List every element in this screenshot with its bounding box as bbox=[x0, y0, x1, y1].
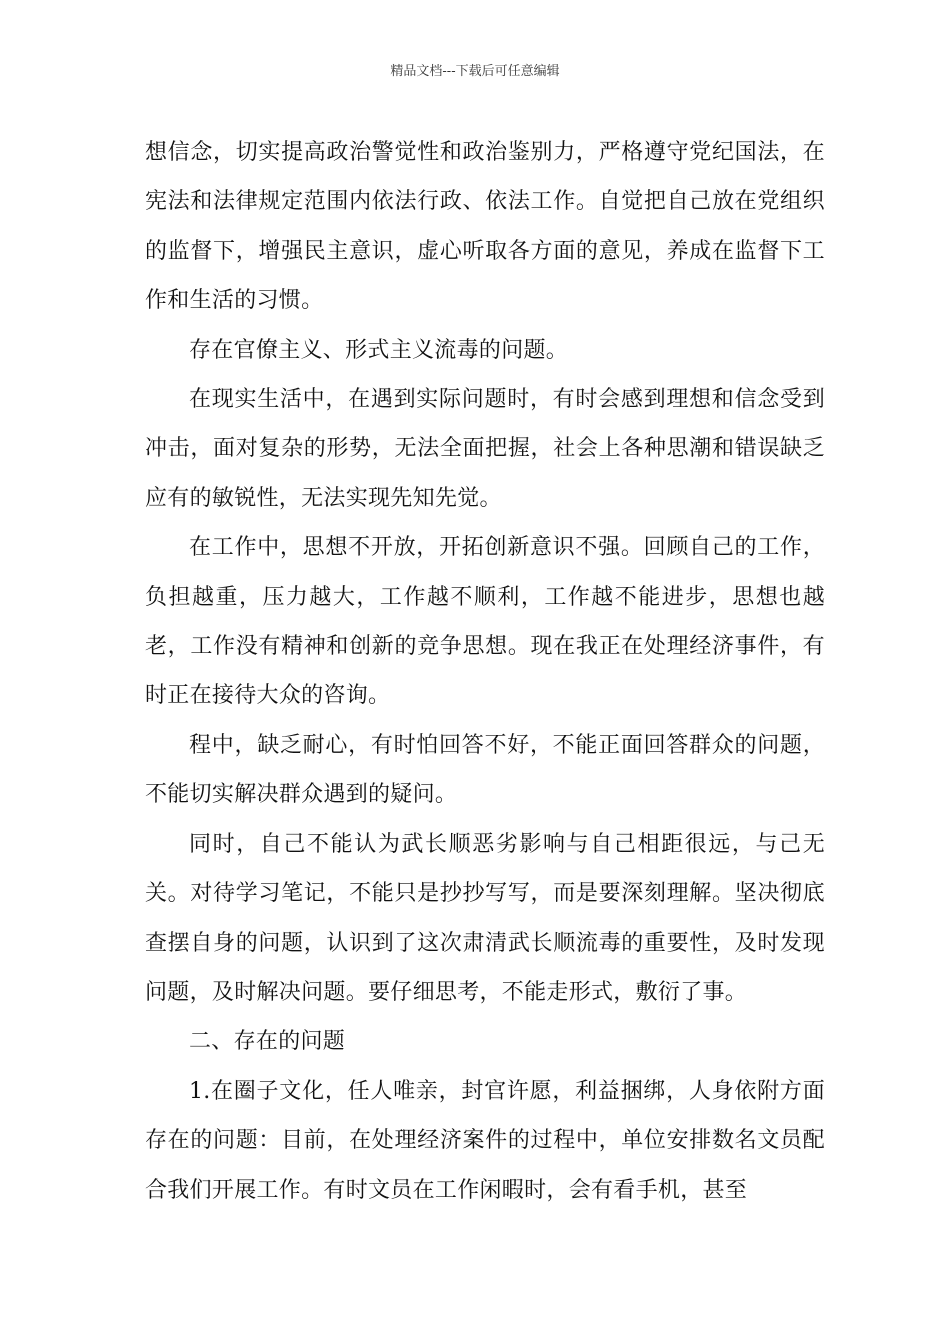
paragraph: 想信念，切实提高政治警觉性和政治鉴别力，严格遵守党纪国法，在宪法和法律规定范围内依法行政、依法工作。自觉把自己放在党组织的监督下，增强民主意识，虚心听取各方面的意见，养成在监督下工作和生活的习惯。 bbox=[145, 140, 825, 314]
paragraph: 在现实生活中，在遇到实际问题时，有时会感到理想和信念受到冲击，面对复杂的形势，无法全面把握，社会上各种思潮和错误缺乏应有的敏锐性，无法实现先知先觉。 bbox=[145, 387, 825, 511]
paragraph: 在工作中，思想不开放，开拓创新意识不强。回顾自己的工作，负担越重，压力越大，工作越不顺利，工作越不能进步，思想也越老，工作没有精神和创新的竞争思想。现在我正在处理经济事件，有时正在接待大众的咨询。 bbox=[145, 535, 825, 709]
paragraph: 同时，自己不能认为武长顺恶劣影响与自己相距很远，与己无关。对待学习笔记，不能只是抄抄写写，而是要深刻理解。坚决彻底查摆自身的问题，认识到了这次肃清武长顺流毒的重要性，及时发现问题，及时解决问题。要仔细思考，不能走形式，敷衍了事。 bbox=[145, 831, 825, 1005]
paragraph: 1.在圈子文化，任人唯亲，封官许愿，利益捆绑，人身依附方面存在的问题：目前，在处理经济案件的过程中，单位安排数名文员配合我们开展工作。有时文员在工作闲暇时，会有看手机，甚至 bbox=[145, 1078, 825, 1203]
document-body bbox=[145, 128, 825, 1215]
page-header: 精品文档---下载后可任意编辑 bbox=[390, 64, 560, 79]
section-heading: 二、存在的问题 bbox=[189, 1029, 346, 1055]
paragraph: 存在官僚主义、形式主义流毒的问题。 bbox=[189, 337, 569, 363]
paragraph: 程中，缺乏耐心，有时怕回答不好，不能正面回答群众的问题，不能切实解决群众遇到的疑问。 bbox=[145, 732, 825, 808]
